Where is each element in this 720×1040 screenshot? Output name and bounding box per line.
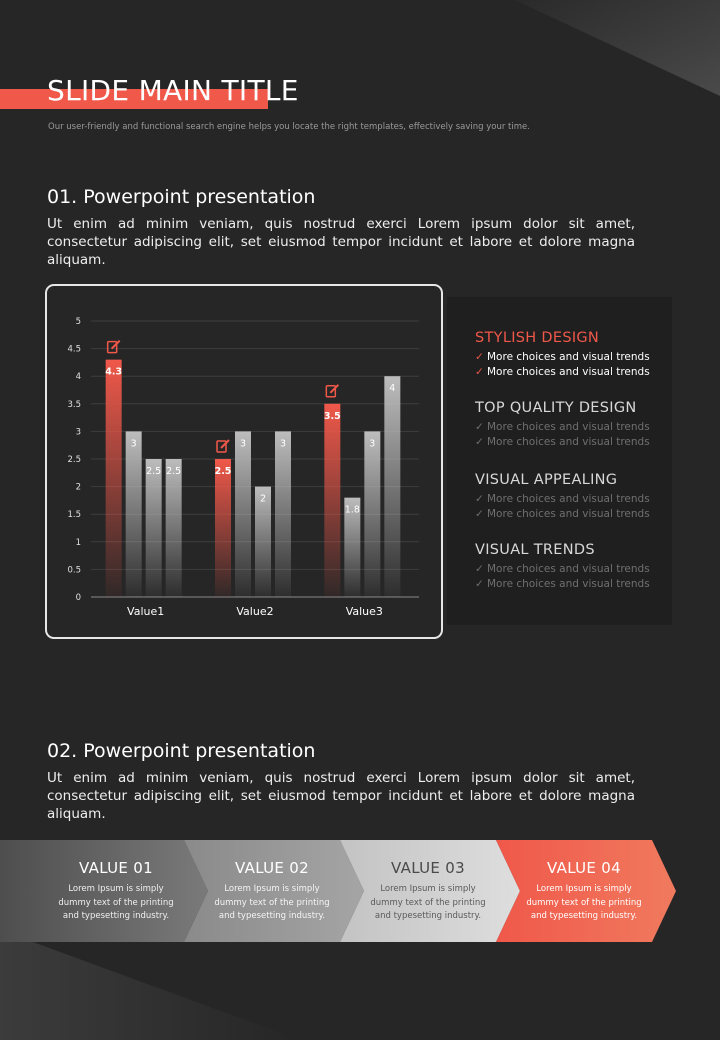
- feature-item-label: More choices and visual trends: [487, 351, 650, 363]
- check-icon: ✓: [475, 366, 484, 378]
- step-description: [514, 883, 654, 924]
- bar: [235, 431, 251, 597]
- step-4: [514, 840, 654, 942]
- x-tick-label: Value3: [345, 605, 383, 618]
- check-icon: ✓: [475, 563, 484, 575]
- check-icon: ✓: [475, 578, 484, 590]
- feature-group: [475, 400, 650, 450]
- y-tick-label: 0: [75, 593, 81, 603]
- feature-item-label: More choices and visual trends: [487, 578, 650, 590]
- feature-group-title: STYLISH DESIGN: [475, 330, 600, 346]
- step-description-line: and typesetting industry.: [530, 911, 638, 921]
- data-label: 3.5: [323, 410, 341, 422]
- feature-item-label: More choices and visual trends: [487, 508, 650, 520]
- y-tick-label: 3.5: [67, 399, 81, 410]
- step-description-line: Lorem Ipsum is simply: [380, 884, 476, 894]
- y-tick-label: 2.5: [67, 455, 81, 465]
- data-label: 3: [369, 438, 376, 450]
- slide-subtitle: Our user-friendly and functional search engine helps you locate the right templates, effectively saving your time.: [48, 122, 530, 132]
- data-label: 2.5: [166, 466, 182, 477]
- step-description: [202, 883, 342, 924]
- step-description-line: dummy text of the printing: [214, 897, 330, 908]
- data-label: 3: [279, 438, 287, 450]
- check-icon: ✓: [475, 436, 484, 448]
- bar: [384, 376, 400, 597]
- feature-item-label: More choices and visual trends: [487, 436, 650, 448]
- section2-body: Ut enim ad minim veniam, quis nostrud exerci Lorem ipsum dolor sit amet, consectetur adipiscing elit, set eiusmod tempor incidunt et labore et dolore magna aliquam.: [47, 770, 635, 822]
- section1-body: Ut enim ad minim veniam, quis nostrud exerci Lorem ipsum dolor sit amet, consectetur adipiscing elit, set eiusmod tempor incidunt et labore et dolore magna aliquam.: [47, 216, 635, 268]
- feature-item: [475, 350, 650, 365]
- feature-item-label: More choices and visual trends: [487, 421, 650, 433]
- bar-chart-card: [45, 284, 443, 639]
- step-description-line: and typesetting industry.: [374, 911, 482, 921]
- bar-chart: [47, 286, 441, 637]
- step-1: [46, 840, 186, 942]
- bar: [146, 459, 162, 597]
- bar: [364, 431, 380, 597]
- step-description-line: Lorem Ipsum is simply: [224, 884, 320, 894]
- feature-item: [475, 365, 650, 380]
- data-label: 2.5: [214, 466, 232, 477]
- check-icon: ✓: [475, 508, 484, 520]
- step-2: [202, 840, 342, 942]
- feature-group: [475, 330, 650, 380]
- feature-group: [475, 472, 650, 522]
- y-tick-label: 4.5: [67, 344, 81, 355]
- step-title: VALUE 01: [79, 859, 153, 877]
- y-tick-label: 5: [75, 317, 81, 327]
- section2-heading: 02. Powerpoint presentation: [47, 740, 316, 762]
- data-label: 2: [259, 493, 267, 505]
- step-title: VALUE 02: [235, 859, 309, 877]
- step-description-line: and typesetting industry.: [62, 911, 170, 921]
- section1-heading: 01. Powerpoint presentation: [47, 186, 316, 208]
- step-title: VALUE 04: [547, 859, 621, 877]
- feature-group-title: TOP QUALITY DESIGN: [475, 400, 637, 416]
- feature-group: [475, 542, 650, 592]
- y-tick-label: 4: [75, 372, 81, 383]
- x-tick-label: Value1: [127, 605, 165, 618]
- step-description: [46, 883, 186, 924]
- bar: [275, 431, 291, 597]
- feature-item: [475, 435, 650, 450]
- step-title: VALUE 03: [391, 859, 465, 877]
- bar: [166, 459, 182, 597]
- data-label: 4: [389, 383, 396, 395]
- check-icon: ✓: [475, 421, 484, 433]
- feature-panel: [447, 297, 672, 625]
- feature-item: [475, 507, 650, 522]
- step-description-line: Lorem Ipsum is simply: [68, 884, 164, 894]
- check-icon: ✓: [475, 493, 484, 505]
- process-steps: [0, 840, 720, 942]
- data-label: 4.3: [105, 366, 123, 378]
- x-tick-label: Value2: [236, 605, 274, 618]
- step-description-line: and typesetting industry.: [218, 911, 326, 921]
- step-description-line: dummy text of the printing: [370, 897, 486, 908]
- bar: [324, 404, 340, 597]
- data-label: 1.8: [344, 504, 360, 516]
- y-tick-label: 1.5: [67, 510, 81, 521]
- y-tick-label: 1: [75, 537, 81, 548]
- bar: [215, 459, 231, 597]
- feature-item-label: More choices and visual trends: [487, 563, 650, 575]
- feature-item-label: More choices and visual trends: [487, 366, 650, 378]
- feature-item: [475, 577, 650, 592]
- data-label: 3: [239, 438, 247, 450]
- feature-group-title: VISUAL APPEALING: [475, 472, 618, 488]
- data-label: 2.5: [146, 466, 162, 477]
- y-tick-label: 0.5: [67, 565, 81, 576]
- feature-item-label: More choices and visual trends: [487, 493, 650, 505]
- bar: [106, 360, 122, 597]
- step-description: [358, 883, 498, 924]
- step-description-line: dummy text of the printing: [526, 897, 642, 908]
- data-label: 3: [130, 438, 137, 450]
- step-description-line: dummy text of the printing: [58, 897, 174, 908]
- feature-item: [475, 492, 650, 507]
- bar: [126, 431, 142, 597]
- y-tick-label: 2: [75, 482, 81, 493]
- feature-item: [475, 562, 650, 577]
- step-3: [358, 840, 498, 942]
- feature-item: [475, 420, 650, 435]
- corner-decoration: [0, 930, 720, 1040]
- step-description-line: Lorem Ipsum is simply: [536, 884, 632, 894]
- y-tick-label: 3: [75, 427, 81, 438]
- feature-group-title: VISUAL TRENDS: [475, 542, 595, 558]
- slide-title: SLIDE MAIN TITLE: [47, 74, 299, 107]
- check-icon: ✓: [475, 351, 484, 363]
